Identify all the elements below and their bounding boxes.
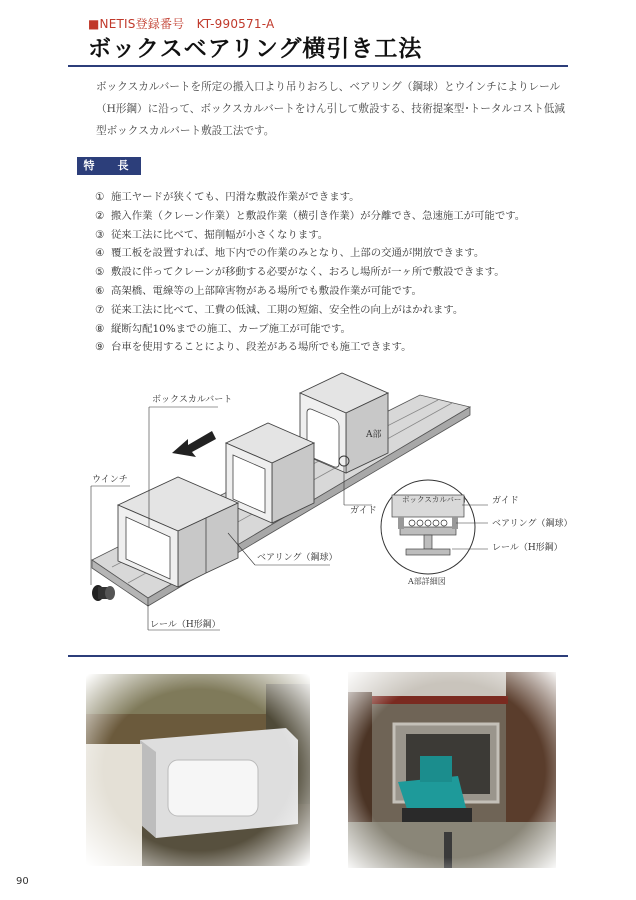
site-photo-box-culvert [86, 674, 310, 866]
feature-item: ③ 従来工法に比べて、掘削幅が小さくなります。 [95, 228, 329, 241]
label-section-a: A部 [366, 430, 382, 440]
features-list [95, 188, 525, 357]
feature-item: ⑥ 高架橋、電線等の上部障害物がある場所でも敷設作業が可能です。 [95, 284, 422, 297]
detail-label-bearing: ベアリング（鋼球） [492, 519, 573, 529]
feature-item: ⑧ 縦断勾配10%までの施工、カーブ施工が可能です。 [95, 322, 351, 335]
arrow-icon [172, 431, 216, 457]
title-underline [68, 65, 568, 67]
detail-label-rail: レール（H形鋼） [492, 543, 563, 553]
feature-item: ⑦ 従来工法に比べて、工費の低減、工期の短縮、安全性の向上がはかれます。 [95, 303, 464, 316]
intro-paragraph: ボックスカルバートを所定の搬入口より吊りおろし、ベアリング（鋼球）とウインチによりレール（H形鋼）に沿って、ボックスカルバートをけん引して敷設する、技術提案型･トータルコスト低減型ボックスカルバート敷設工法です。 [96, 81, 566, 137]
label-box-culvert: ボックスカルバート [152, 395, 233, 405]
detail-label-box: ボックスカルバート [402, 495, 469, 504]
detail-caption: A部詳細図 [408, 577, 446, 586]
features-badge: 特 長 [77, 157, 141, 175]
netis-number: ■NETIS登録番号 KT-990571-A [88, 17, 275, 31]
label-bearing: ベアリング（鋼球） [257, 553, 338, 563]
winch-icon [92, 585, 115, 601]
feature-item: ② 搬入作業（クレーン作業）と敷設作業（横引き作業）が分離でき、急速施工が可能です。 [95, 209, 526, 222]
page-title: ボックスベアリング横引き工法 [88, 36, 423, 62]
page-number: 90 [16, 876, 29, 887]
photo-divider [68, 655, 568, 657]
feature-item: ⑨ 台車を使用することにより、段差がある場所でも施工できます。 [95, 341, 412, 354]
site-photo-excavator [348, 672, 556, 868]
feature-item: ④ 覆工板を設置すれば、地下内での作業のみとなり、上部の交通が開放できます。 [95, 247, 485, 260]
detail-label-guide: ガイド [492, 496, 519, 506]
box-culvert-middle [226, 423, 314, 523]
label-guide: ガイド [350, 506, 377, 516]
feature-item: ① 施工ヤードが狭くても、円滑な敷設作業ができます。 [95, 191, 360, 203]
feature-item: ⑤ 敷設に伴ってクレーンが移動する必要がなく、おろし場所が一ヶ所で敷設できます。 [95, 266, 505, 279]
method-diagram [0, 355, 636, 655]
label-rail: レール（H形鋼） [150, 620, 221, 630]
label-winch: ウインチ [92, 475, 128, 485]
